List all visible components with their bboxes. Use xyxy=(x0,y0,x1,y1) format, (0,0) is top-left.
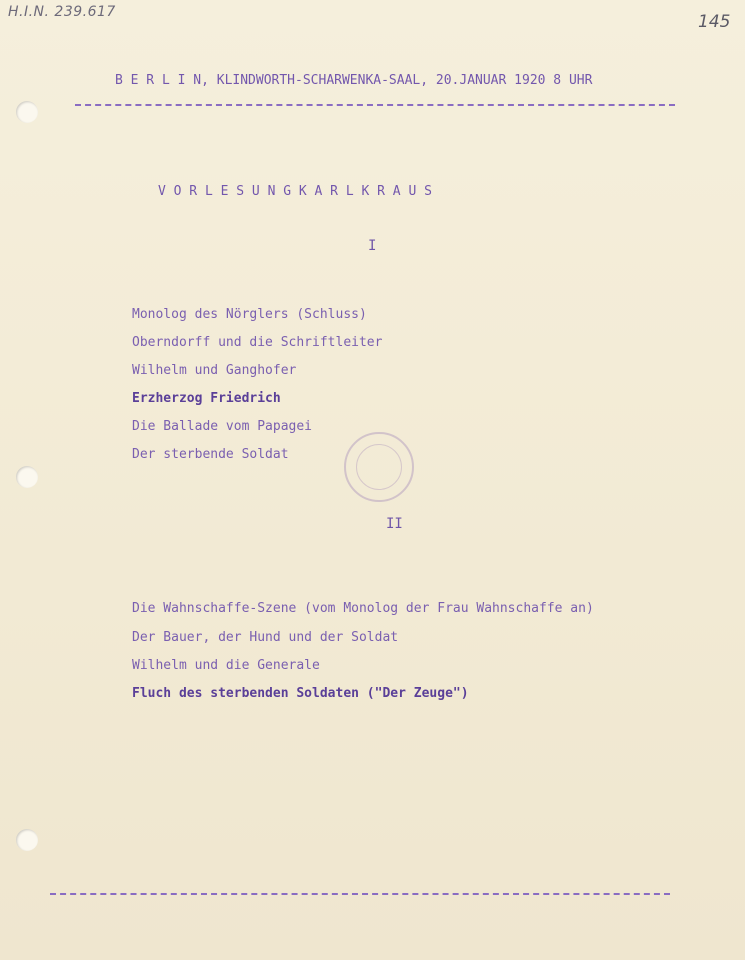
library-stamp xyxy=(344,432,414,502)
program-item: Die Ballade vom Papagei xyxy=(132,419,313,434)
dashed-rule-top xyxy=(75,104,675,106)
program-item: Die Wahnschaffe-Szene (vom Monolog der Frau Wahnschaffe an) xyxy=(132,601,594,616)
program-item: Wilhelm und die Generale xyxy=(132,658,320,673)
dashed-rule-bottom xyxy=(50,893,670,895)
archive-number: H.I.N. 239.617 xyxy=(8,4,116,20)
folio-number: 145 xyxy=(698,12,731,32)
program-item: Monolog des Nörglers (Schluss) xyxy=(132,307,367,322)
punch-hole xyxy=(16,101,38,123)
punch-hole xyxy=(16,829,38,851)
program-item: Der sterbende Soldat xyxy=(132,447,289,462)
program-item: Der Bauer, der Hund und der Soldat xyxy=(132,630,399,645)
event-header: B E R L I N, KLINDWORTH-SCHARWENKA-SAAL, 20.JANUAR 1920 8 UHR xyxy=(115,73,593,88)
program-item: Fluch des sterbenden Soldaten ("Der Zeuge") xyxy=(132,686,469,701)
program-item: Wilhelm und Ganghofer xyxy=(132,363,297,378)
punch-hole xyxy=(16,466,38,488)
reading-title: V O R L E S U N G K A R L K R A U S xyxy=(158,184,432,199)
section-number: II xyxy=(386,516,403,532)
program-item: Oberndorff und die Schriftleiter xyxy=(132,335,383,350)
section-number: I xyxy=(368,238,377,254)
program-item: Erzherzog Friedrich xyxy=(132,391,281,406)
